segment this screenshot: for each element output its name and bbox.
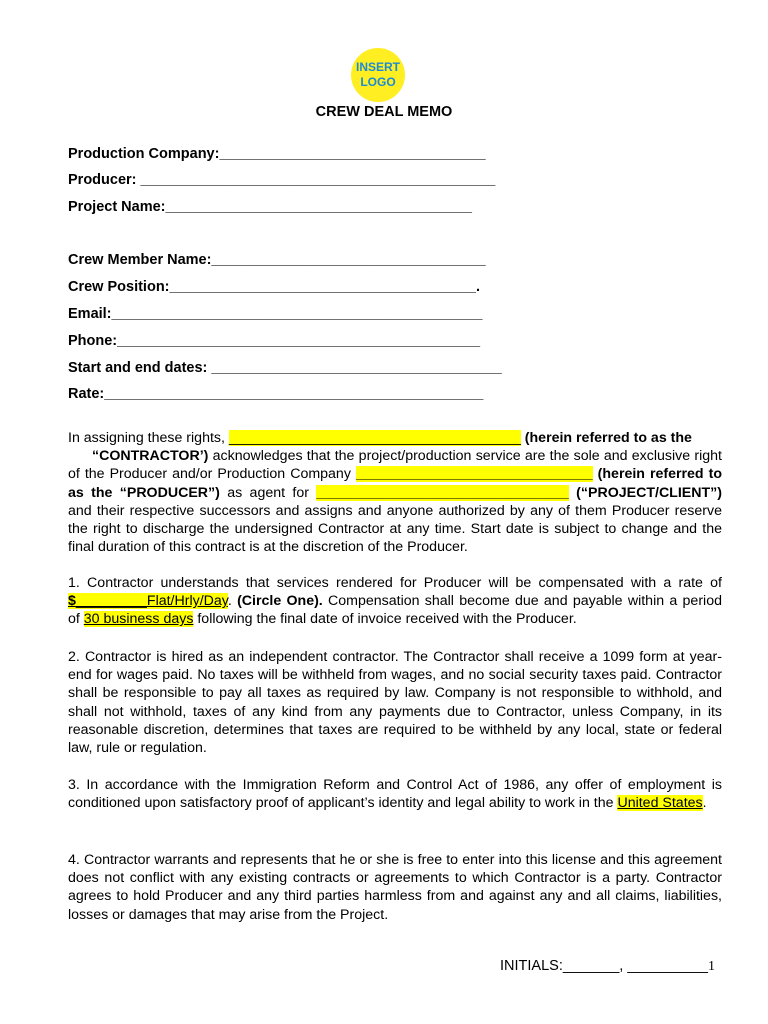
clause-1-text-b: . bbox=[227, 593, 238, 610]
production-company-blank[interactable]: ______________________________ bbox=[355, 466, 593, 483]
clause-3-text-b: . bbox=[702, 795, 707, 812]
intro-text-5: and their respective successors and assigns and anyone authorized by any of them Producer reserve the right to discharge the undersigned Contractor at any time. Start date is subject to change and the final duration of this contract is at the discretion of the Producer. bbox=[68, 502, 722, 556]
project-name-field[interactable]: Project Name:______________________________________ bbox=[68, 199, 472, 215]
circle-one-note: (Circle One). bbox=[237, 593, 323, 610]
logo-text-line1: INSERT bbox=[355, 60, 400, 74]
payment-period-highlight: 30 business days bbox=[83, 611, 194, 628]
crew-position-field[interactable]: Crew Position:______________________________________. bbox=[68, 279, 480, 295]
rate-type-options[interactable]: Flat/Hrly/Day bbox=[146, 593, 228, 610]
logo-text-line2: LOGO bbox=[360, 75, 396, 89]
rate-amount-blank[interactable]: _________ bbox=[75, 593, 147, 610]
page-footer bbox=[500, 958, 715, 975]
clause-3 bbox=[68, 776, 722, 812]
clause-1-text-d: following the final date of invoice received with the Producer. bbox=[193, 611, 577, 628]
intro-text-3: acknowledges that the project/production service are the sole and exclusive right of the Producer and/or Production Company bbox=[68, 448, 722, 483]
producer-field[interactable]: Producer: ____________________________________________ bbox=[68, 172, 496, 188]
clause-2: 2. Contractor is hired as an independent contractor. The Contractor shall receive a 1099 form at year-end for wages paid. No taxes will be withheld from wages, and no social security taxes paid. Contractor shall be responsible to pay all taxes as required by law. Company is not responsible to withhold, and shall not withhold, taxes of any kind from any payments due to Contractor, unless Company, in its reasonable discretion, determines that taxes are required to be withheld by any local, state or federal law, rule or regulation. bbox=[68, 649, 722, 757]
clause-4: 4. Contractor warrants and represents that he or she is free to enter into this license and this agreement does not conflict with any existing contracts or agreements to which Contractor is a party. Contractor agrees to hold Producer and any third parties harmless from and against any and all claims, liabilities, losses or damages that may arise from the Project. bbox=[68, 852, 722, 923]
intro-text-2: (herein referred to as the bbox=[520, 430, 692, 446]
clause-1-text-a: 1. Contractor understands that services rendered for Producer will be compensated with a rate of bbox=[68, 575, 722, 591]
producer-term: (herein referred to as the “PRODUCER”) bbox=[68, 466, 722, 501]
rate-dollar: $ bbox=[68, 593, 76, 610]
intro-paragraph bbox=[68, 429, 722, 556]
page-number: 1 bbox=[708, 959, 715, 974]
rate-field[interactable]: Rate:_______________________________________________ bbox=[68, 386, 484, 402]
contractor-term: “CONTRACTOR’) bbox=[92, 448, 209, 465]
contractor-name-blank[interactable]: _____________________________________ bbox=[228, 430, 521, 446]
clause-1 bbox=[68, 574, 722, 629]
intro-text-4: as agent for bbox=[219, 484, 317, 501]
initials-field[interactable]: INITIALS:_______, __________ bbox=[500, 958, 708, 974]
project-client-blank[interactable]: ________________________________ bbox=[316, 484, 569, 501]
email-field[interactable]: Email:______________________________________________ bbox=[68, 306, 483, 322]
intro-text-1: In assigning these rights, bbox=[68, 430, 229, 446]
country-highlight: United States bbox=[617, 795, 703, 812]
project-client-term: (“PROJECT/CLIENT”) bbox=[576, 484, 722, 501]
start-end-dates-field[interactable]: Start and end dates: ____________________________________ bbox=[68, 360, 502, 376]
clause-3-text-a: 3. In accordance with the Immigration Reform and Control Act of 1986, any offer of employment is conditioned upon satisfactory proof of applicant’s identity and legal ability to work in the bbox=[68, 777, 722, 812]
document-title: CREW DEAL MEMO bbox=[315, 104, 453, 120]
clause-1-text-c: Compensation shall become due and payable within a period of bbox=[68, 593, 722, 628]
production-company-field[interactable]: Production Company:_________________________________ bbox=[68, 146, 486, 162]
phone-field[interactable]: Phone:_____________________________________________ bbox=[68, 333, 481, 349]
crew-member-name-field[interactable]: Crew Member Name:__________________________________ bbox=[68, 252, 486, 268]
logo-placeholder bbox=[351, 48, 405, 102]
